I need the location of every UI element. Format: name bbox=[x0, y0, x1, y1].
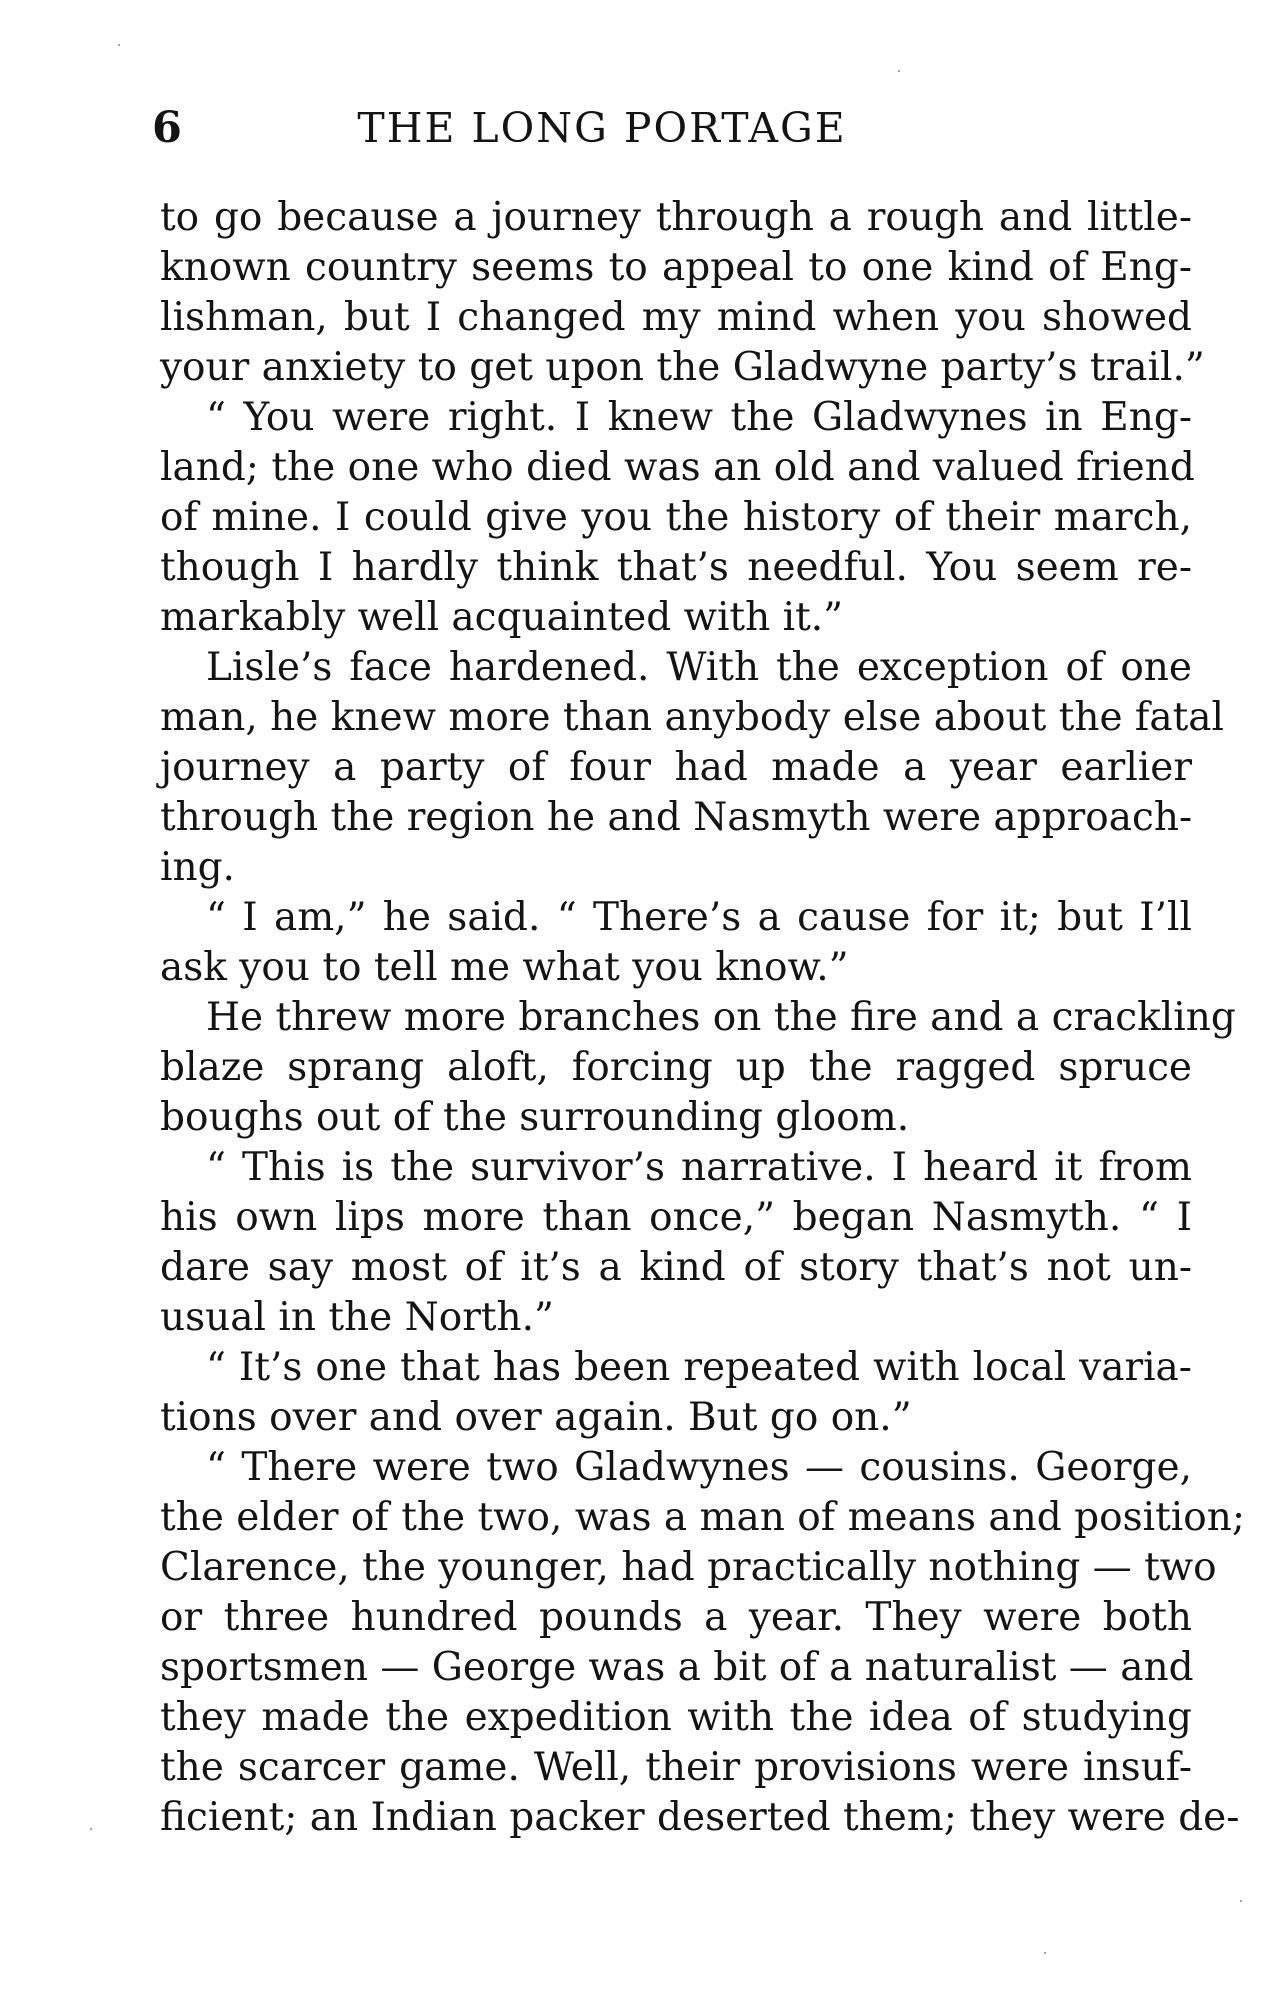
text-line: “ You were right. I knew the Gladwynes in Eng- bbox=[206, 395, 1192, 440]
text-line: “ This is the survivor’s narrative. I heard it from bbox=[206, 1145, 1192, 1190]
scan-speck bbox=[898, 70, 900, 72]
scan-speck bbox=[1240, 1900, 1242, 1902]
text-line: Clarence, the younger, had practically nothing — two bbox=[160, 1545, 1217, 1590]
text-line: man, he knew more than anybody else about the fatal bbox=[160, 695, 1225, 740]
page-header bbox=[152, 98, 1192, 158]
text-line: ficient; an Indian packer deserted them; they were de- bbox=[160, 1795, 1240, 1840]
text-line: your anxiety to get upon the Gladwyne party’s trail.” bbox=[160, 345, 1205, 390]
text-line: tions over and over again. But go on.” bbox=[160, 1395, 912, 1440]
text-line: boughs out of the surrounding gloom. bbox=[160, 1095, 910, 1140]
text-line: known country seems to appeal to one kind of Eng- bbox=[160, 245, 1192, 290]
text-line: “ There were two Gladwynes — cousins. George, bbox=[206, 1445, 1192, 1490]
body-text bbox=[160, 193, 1245, 1843]
text-line: of mine. I could give you the history of their march, bbox=[160, 495, 1192, 540]
text-line: to go because a journey through a rough and little- bbox=[160, 195, 1192, 240]
text-line: ask you to tell me what you know.” bbox=[160, 945, 849, 990]
text-line: “ It’s one that has been repeated with local varia- bbox=[206, 1345, 1192, 1390]
text-line: or three hundred pounds a year. They were both bbox=[160, 1595, 1192, 1640]
text-line: though I hardly think that’s needful. You seem re- bbox=[160, 545, 1192, 590]
scan-speck bbox=[90, 1828, 92, 1830]
text-line: through the region he and Nasmyth were approach- bbox=[160, 795, 1193, 840]
text-line: Lisle’s face hardened. With the exception of one bbox=[206, 645, 1192, 690]
text-line: land; the one who died was an old and valued friend bbox=[160, 445, 1195, 490]
text-line: the elder of the two, was a man of means and position; bbox=[160, 1495, 1245, 1540]
text-line: markably well acquainted with it.” bbox=[160, 595, 844, 640]
text-line: they made the expedition with the idea of studying bbox=[160, 1695, 1192, 1740]
running-title: THE LONG PORTAGE bbox=[357, 104, 847, 152]
scan-speck bbox=[1044, 1952, 1046, 1954]
text-line: sportsmen — George was a bit of a naturalist — and bbox=[160, 1645, 1194, 1690]
text-line: He threw more branches on the fire and a crackling bbox=[206, 995, 1236, 1040]
text-line: the scarcer game. Well, their provisions were insuf- bbox=[160, 1745, 1192, 1790]
text-line: journey a party of four had made a year earlier bbox=[160, 745, 1192, 790]
text-line: lishman, but I changed my mind when you showed bbox=[160, 295, 1192, 340]
text-line: his own lips more than once,” began Nasmyth. “ I bbox=[160, 1195, 1192, 1240]
scan-speck bbox=[118, 44, 120, 46]
text-line: dare say most of it’s a kind of story that’s not un- bbox=[160, 1245, 1192, 1290]
text-line: blaze sprang aloft, forcing up the ragged spruce bbox=[160, 1045, 1192, 1090]
text-line: “ I am,” he said. “ There’s a cause for it; but I’ll bbox=[206, 895, 1192, 940]
text-line: usual in the North.” bbox=[160, 1295, 554, 1340]
text-line: ing. bbox=[160, 845, 235, 890]
page-number: 6 bbox=[152, 103, 182, 153]
